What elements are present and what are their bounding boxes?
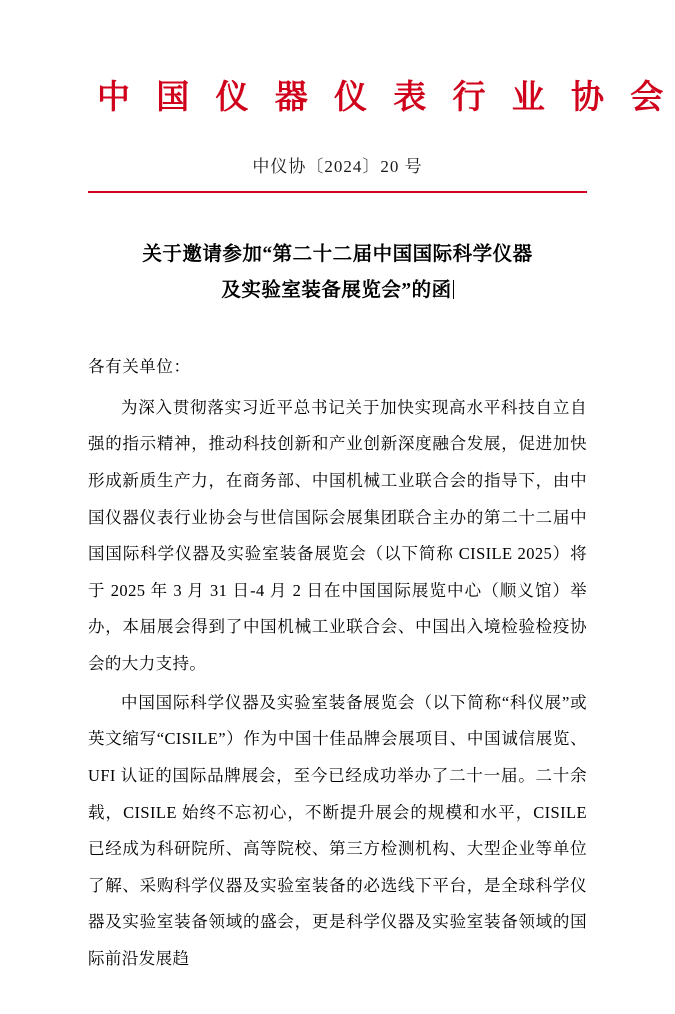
document-number: 中仪协〔2024〕20 号 (252, 157, 423, 177)
page-title (88, 237, 587, 309)
text-cursor (453, 280, 454, 299)
body-paragraph-2: 中国国际科学仪器及实验室装备展览会（以下简称“科仪展”或英文缩写“CISILE”）作为中国十佳品牌会展项目、中国诚信展览、UFI 认证的国际品牌展会，至今已经成功举办了二十一届。二十余载，CISILE 始终不忘初心，不断提升展会的规模和水平，CISILE 已经成为科研院所、高等院校、第三方检测机构、大型企业等单位了解、采购科学仪器及实验室装备的必选线下平台，是全球科学仪器及实验室装备领域的盛会，更是科学仪器及实验室装备领域的国际前沿发展趋 (88, 692, 587, 969)
page-title-line-2: 及实验室装备展览会”的函 (221, 280, 452, 302)
page-title-line-2-wrapper (88, 273, 587, 309)
salutation: 各有关单位： (88, 357, 191, 377)
page-title-line-1: 关于邀请参加“第二十二届中国国际科学仪器 (142, 244, 533, 266)
organization-letterhead: 中 国 仪 器 仪 表 行 业 协 会 (97, 80, 673, 116)
body-paragraph-1: 为深入贯彻落实习近平总书记关于加快实现高水平科技自立自强的指示精神，推动科技创新和产业创新深度融合发展，促进加快形成新质生产力，在商务部、中国机械工业联合会的指导下，由中国仪器仪表行业协会与世信国际会展集团联合主办的第二十二届中国国际科学仪器及实验室装备展览会（以下简称 CISILE 2025）将于 2025 年 3 月 31 日-4 月 2 日在中国国际展览中心（顺义馆）举办，本届展会得到了中国机械工业联合会、中国出入境检验检疫协会的大力支持。 (88, 397, 587, 674)
red-divider-rule (88, 191, 587, 193)
document-page (0, 78, 675, 1014)
